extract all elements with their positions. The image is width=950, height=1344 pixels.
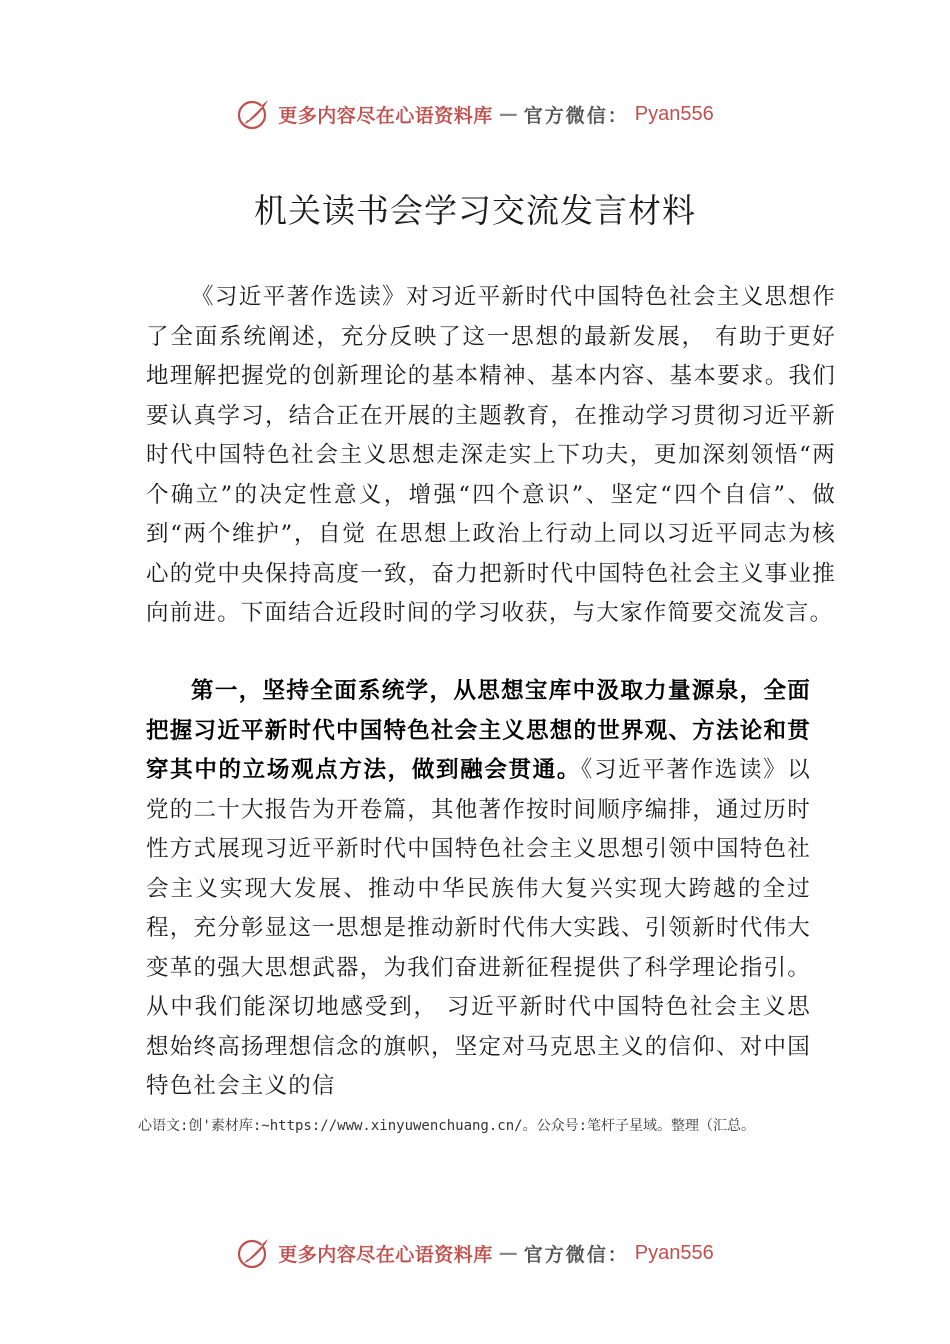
section-one-heading: 第一，坚持全面系统学，从思想宝库中汲取力量源泉，全面把握习近平新时代中国特色社会主义思想的世界观、方法论和贯穿其中的立场观点方法，做到融会贯通。 (146, 678, 811, 783)
banner-wechat-id: Pyan556 (634, 1241, 714, 1264)
section-one-body: 《习近平著作选读》以党的二十大报告为开卷篇，其他著作按时间顺序编排，通过历时性方式展现习近平新时代中国特色社会主义思想引领中国特色社会主义实现大发展、推动中华民族伟大复兴实现大跨越的全过程，充分彰显这一思想是推动新时代伟大实践、引领新时代伟大变革的强大思想武器，为我们奋进新征程提供了科学理论指引。从中我们能深切地感受到， 习近平新时代中国特色社会主义思想始终高扬理想信念的旗帜，坚定对马克思主义的信仰、对中国特色社会主义的信 (146, 757, 811, 1099)
banner-wechat-id: Pyan556 (634, 102, 714, 125)
banner-wechat-label: 官方微信： (523, 104, 629, 127)
document-title: 机关读书会学习交流发言材料 (254, 191, 696, 230)
banner-text: 更多内容尽在心语资料库 (278, 1243, 493, 1266)
source-footnote: 心语文:创'素材库:~https://www.xinyuwenchuang.cn/。公众号:笔杆子星域。整理（汇总。 (138, 1118, 756, 1134)
section-one-paragraph (146, 672, 811, 1107)
banner-separator: — (498, 103, 518, 125)
footer-banner (0, 1233, 950, 1273)
banner-text: 更多内容尽在心语资料库 (278, 104, 493, 127)
quill-logo-icon (236, 96, 272, 132)
banner-separator: — (498, 1242, 518, 1264)
banner-wechat-label: 官方微信： (523, 1243, 629, 1266)
quill-logo-icon (236, 1235, 272, 1271)
header-banner (0, 94, 950, 134)
intro-paragraph: 《习近平著作选读》对习近平新时代中国特色社会主义思想作了全面系统阐述，充分反映了这一思想的最新发展， 有助于更好地理解把握党的创新理论的基本精神、基本内容、基本要求。我们要认真学习，结合正在开展的主题教育，在推动学习贯彻习近平新时代中国特色社会主义思想走深走实上下功夫，更加深刻领悟“两个确立”的决定性意义，增强“四个意识”、坚定“四个自信”、做到“两个维护”，自觉 在思想上政治上行动上同以习近平同志为核心的党中央保持高度一致，奋力把新时代中国特色社会主义事业推向前进。下面结合近段时间的学习收获，与大家作简要交流发言。 (146, 284, 836, 626)
